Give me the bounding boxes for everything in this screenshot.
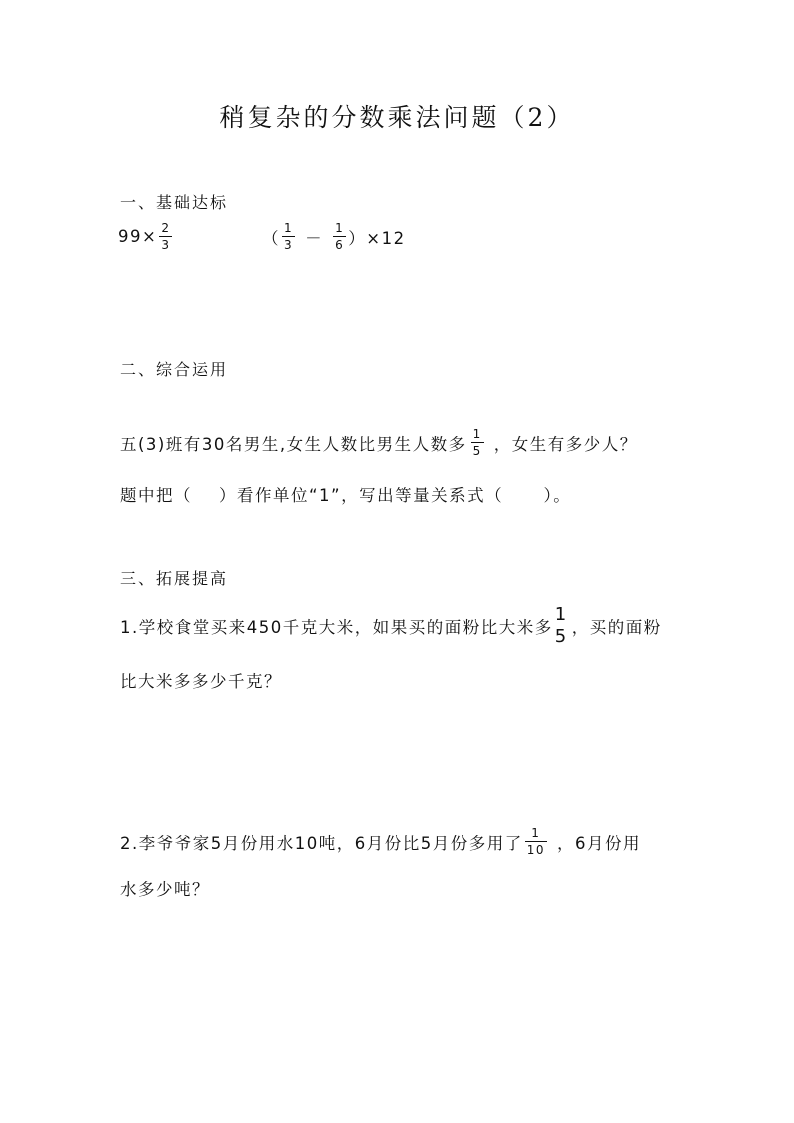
fraction-numerator: 1	[284, 221, 294, 235]
problem-2-text-before: 五(3)班有30名男生,女生人数比男生人数多	[120, 434, 467, 454]
fraction-denominator: 3	[161, 238, 171, 252]
fraction-denominator: 5	[554, 626, 568, 647]
expression-2-open: （	[262, 228, 280, 248]
fraction-numerator: 2	[161, 221, 171, 235]
question-1-text-before: 1.学校食堂买来450千克大米，如果买的面粉比大米多	[120, 618, 553, 637]
fraction-one-fifth	[471, 428, 484, 457]
expression-2	[262, 222, 406, 251]
fraction-numerator: 1	[554, 604, 568, 625]
question-1-line-1	[120, 606, 662, 646]
fraction-numerator: 1	[335, 221, 345, 235]
fraction-numerator: 1	[472, 427, 482, 441]
fraction-one-third	[282, 222, 295, 251]
fraction-one-fifth-large	[553, 606, 570, 646]
problem-2-line-2: 题中把（ ）看作单位“1”，写出等量关系式（ ）。	[120, 486, 572, 505]
question-2-line-1	[120, 827, 641, 856]
fraction-two-thirds	[159, 222, 172, 251]
question-2-text-after: ，6月份用	[557, 833, 642, 853]
question-2-text-before: 2.李爷爷家5月份用水10吨，6月份比5月份多用了	[120, 833, 523, 853]
fraction-denominator: 6	[335, 238, 345, 252]
question-2-line-2: 水多少吨？	[120, 880, 210, 899]
page-title: 稍复杂的分数乘法问题（2）	[219, 103, 575, 132]
fraction-denominator: 5	[472, 444, 482, 458]
fraction-one-tenth	[525, 827, 547, 856]
expression-2-close: ）×12	[348, 228, 406, 248]
question-1-text-after: ，买的面粉	[571, 618, 662, 637]
section-1-heading: 一、基础达标	[120, 193, 229, 212]
section-2-heading: 二、综合运用	[120, 360, 229, 379]
fraction-denominator: 10	[526, 843, 546, 857]
fraction-one-sixth	[333, 222, 346, 251]
expression-1	[118, 222, 174, 251]
fraction-numerator: 1	[525, 827, 547, 842]
fraction-denominator: 3	[284, 238, 294, 252]
problem-2-text-after: ，女生有多少人？	[493, 434, 638, 454]
minus-sign: －	[305, 228, 324, 248]
section-3-heading: 三、拓展提高	[120, 569, 229, 588]
expression-1-prefix: 99×	[118, 227, 158, 246]
problem-2-line-1	[120, 428, 638, 457]
question-1-line-2: 比大米多多少千克？	[120, 672, 282, 691]
